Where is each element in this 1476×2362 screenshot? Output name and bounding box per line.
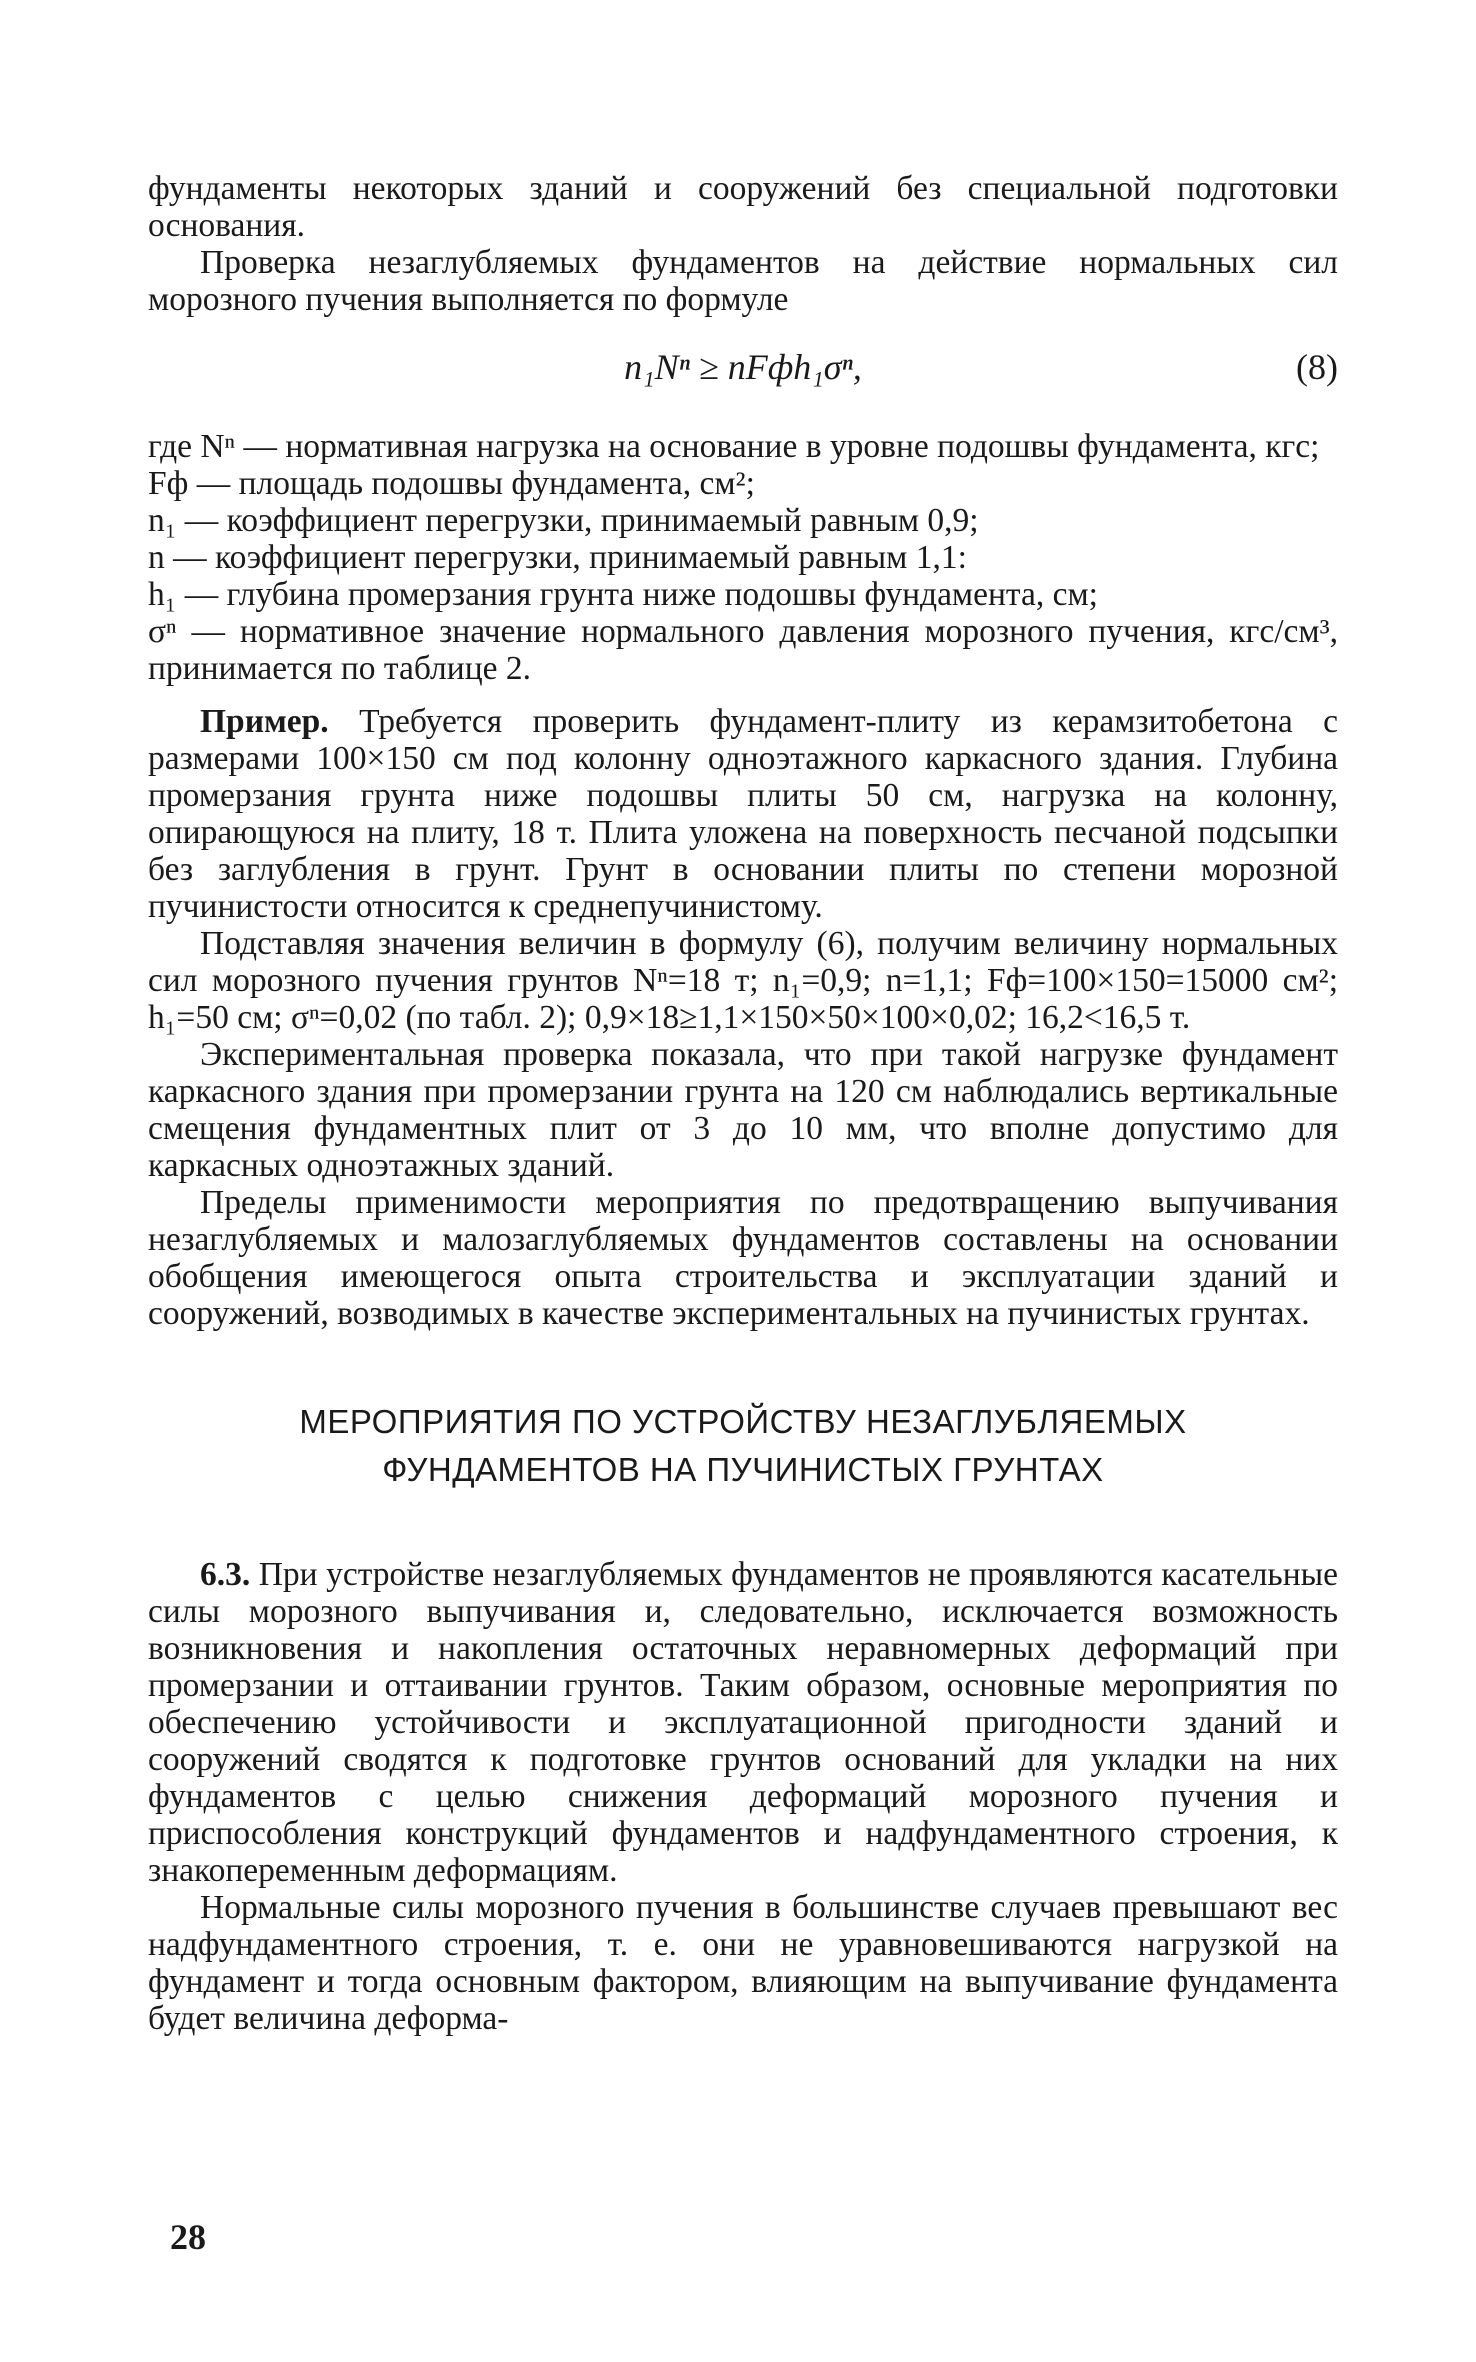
section-number: 6.3. — [200, 1556, 251, 1593]
section-text: При устройстве незаглубляемых фундаментов не проявляются касательные силы морозного выпучивания и, следовательно, исключается возможность возникновения и накопления остаточных неравномерных деформаций при промерзании и оттаивании грунтов. Таким образом, основные мероприятия по обеспечению устойчивости и эксплуатационной пригодности зданий и сооружений сводятся к подготовке грунтов оснований для укладки на них фундаментов с целью снижения деформаций морозного пучения и приспособления конструкций фундаментов и надфундаментного строения, к знакопеременным деформациям. — [148, 1556, 1338, 1889]
definitions-list — [148, 428, 1338, 687]
check-paragraph: Проверка незаглубляемых фундаментов на действие нормальных сил морозного пучения выполняется по формуле — [148, 244, 1338, 318]
experiment-paragraph: Экспериментальная проверка показала, что при такой нагрузке фундамент каркасного здания при промерзании грунта на 120 см наблюдались вертикальные смещения фундаментных плит от 3 до 10 мм, что вполне допустимо для каркасных одноэтажных зданий. — [148, 1036, 1338, 1184]
section-heading-line: ФУНДАМЕНТОВ НА ПУЧИНИСТЫХ ГРУНТАХ — [382, 1451, 1104, 1488]
formula-8 — [148, 338, 1338, 396]
formula-expression: n₁Nⁿ ≥ nFфh₁σⁿ, — [624, 347, 862, 387]
example-label: Пример. — [200, 703, 329, 740]
example-paragraph — [148, 703, 1338, 925]
substitution-paragraph: Подставляя значения величин в формулу (6), получим величину нормальных сил морозного пучения грунтов Nⁿ=18 т; n₁=0,9; n=1,1; Fф=100×150=15000 см²; h₁=50 см; σⁿ=0,02 (по табл. 2); 0,9×18≥1,1×150×50×100×0,02; 16,2<16,5 т. — [148, 925, 1338, 1036]
definition-item: n₁ — коэффициент перегрузки, принимаемый равным 0,9; — [148, 502, 979, 539]
section-6-3-paragraph — [148, 1556, 1338, 1889]
definition-item: h₁ — глубина промерзания грунта ниже подошвы фундамента, см; — [148, 576, 1098, 613]
definition-item: σⁿ — нормативное значение нормального давления морозного пучения, кгс/см³, принимается по таблице 2. — [148, 613, 1338, 687]
example-text: Требуется проверить фундамент-плиту из керамзитобетона с размерами 100×150 см под колонну одноэтажного каркасного здания. Глубина промерзания грунта ниже подошвы плиты 50 см, нагрузка на колонну, опирающуюся на плиту, 18 т. Плита уложена на поверхность песчаной подсыпки без заглубления в грунт. Грунт в основании плиты по степени морозной пучинистости относится к среднепучинистому. — [148, 703, 1339, 925]
definition-item: Fф — площадь подошвы фундамента, см²; — [148, 465, 755, 502]
section-heading — [148, 1398, 1338, 1494]
section-heading-line: МЕРОПРИЯТИЯ ПО УСТРОЙСТВУ НЕЗАГЛУБЛЯЕМЫХ — [299, 1403, 1187, 1440]
definition-item: где Nⁿ — нормативная нагрузка на основание в уровне подошвы фундамента, кгс; — [148, 428, 1320, 465]
intro-continuation: фундаменты некоторых зданий и сооружений без специальной подготовки основания. — [148, 170, 1338, 244]
definition-item: n — коэффициент перегрузки, принимаемый равным 1,1: — [148, 539, 967, 576]
limits-paragraph: Пределы применимости мероприятия по предотвращению выпучивания незаглубляемых и малозаглубляемых фундаментов составлены на основании обобщения имеющегося опыта строительства и эксплуатации зданий и сооружений, возводимых в качестве экспериментальных на пучинистых грунтах. — [148, 1184, 1338, 1332]
formula-number: (8) — [1296, 347, 1338, 387]
page-number: 28 — [170, 2217, 206, 2257]
normal-forces-paragraph: Нормальные силы морозного пучения в большинстве случаев превышают вес надфундаментного строения, т. е. они не уравновешиваются нагрузкой на фундамент и тогда основным фактором, влияющим на выпучивание фундамента будет величина деформа- — [148, 1889, 1338, 2037]
